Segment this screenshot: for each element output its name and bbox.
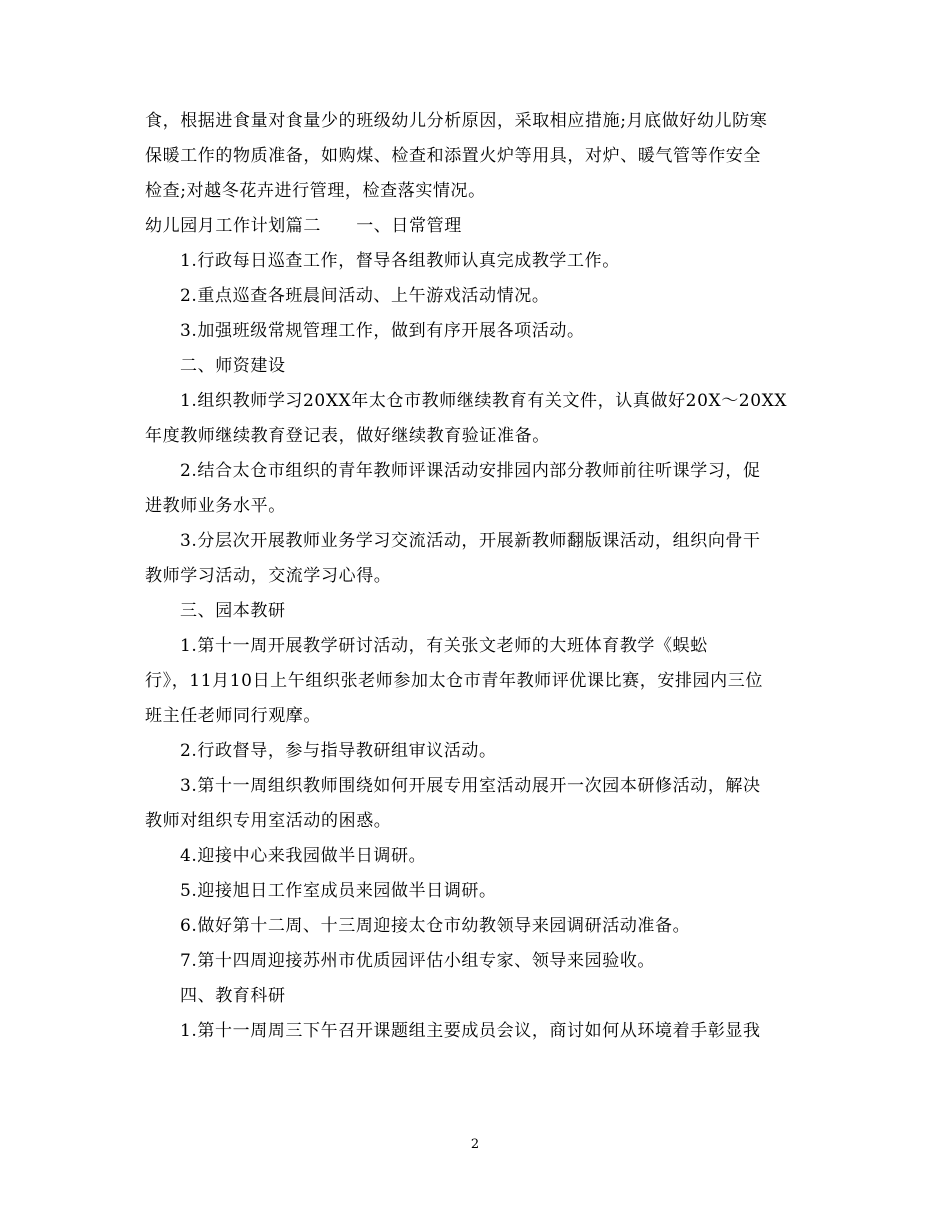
section-heading: 二、师资建设 [180,356,286,376]
list-item: 1.组织教师学习20XX年太仓市教师继续教育有关文件，认真做好20X～20XX [180,391,788,411]
section-heading: 四、教育科研 [180,986,286,1006]
list-item: 3.加强班级常规管理工作，做到有序开展各项活动。 [180,321,585,341]
list-item: 2.重点巡查各班晨间活动、上午游戏活动情况。 [180,286,550,306]
list-item: 6.做好第十二周、十三周迎接太仓市幼教领导来园调研活动准备。 [180,916,691,936]
text-line: 保暖工作的物质准备，如购煤、检查和添置火炉等用具，对炉、暖气管等作安全 [145,146,761,166]
list-item: 2.行政督导，参与指导教研组审议活动。 [180,741,497,761]
list-item: 1.第十一周周三下午召开课题组主要成员会议，商讨如何从环境着手彰显我 [180,1021,761,1041]
list-item: 4.迎接中心来我园做半日调研。 [180,846,427,866]
text-line: 教师对组织专用室活动的困惑。 [145,811,392,831]
text-line: 年度教师继续教育登记表，做好继续教育验证准备。 [145,426,550,446]
list-item: 3.分层次开展教师业务学习交流活动，开展新教师翻版课活动，组织向骨干 [180,531,761,551]
text-line: 教师学习活动，交流学习心得。 [145,566,392,586]
text-line: 班主任老师同行观摩。 [145,706,321,726]
list-item: 1.第十一周开展教学研讨活动，有关张文老师的大班体育教学《蜈蚣 [180,636,708,656]
text-line: 进教师业务水平。 [145,496,286,516]
list-item: 5.迎接旭日工作室成员来园做半日调研。 [180,881,497,901]
list-item: 2.结合太仓市组织的青年教师评课活动安排园内部分教师前往听课学习，促 [180,461,761,481]
page-number: 2 [470,1137,480,1152]
section-heading: 幼儿园月工作计划篇二 一、日常管理 [145,216,462,236]
text-line: 行》，11月10日上午组织张老师参加太仓市青年教师评优课比赛，安排园内三位 [145,671,763,691]
document-body [145,110,815,1055]
text-line: 检查;对越冬花卉进行管理，检查落实情况。 [145,181,486,201]
section-heading: 三、园本教研 [180,601,286,621]
text-line: 食，根据进食量对食量少的班级幼儿分析原因，采取相应措施;月底做好幼儿防寒 [145,111,768,131]
list-item: 3.第十一周组织教师围绕如何开展专用室活动展开一次园本研修活动，解决 [180,776,761,796]
list-item: 7.第十四周迎接苏州市优质园评估小组专家、领导来园验收。 [180,951,656,971]
list-item: 1.行政每日巡查工作，督导各组教师认真完成教学工作。 [180,251,620,271]
